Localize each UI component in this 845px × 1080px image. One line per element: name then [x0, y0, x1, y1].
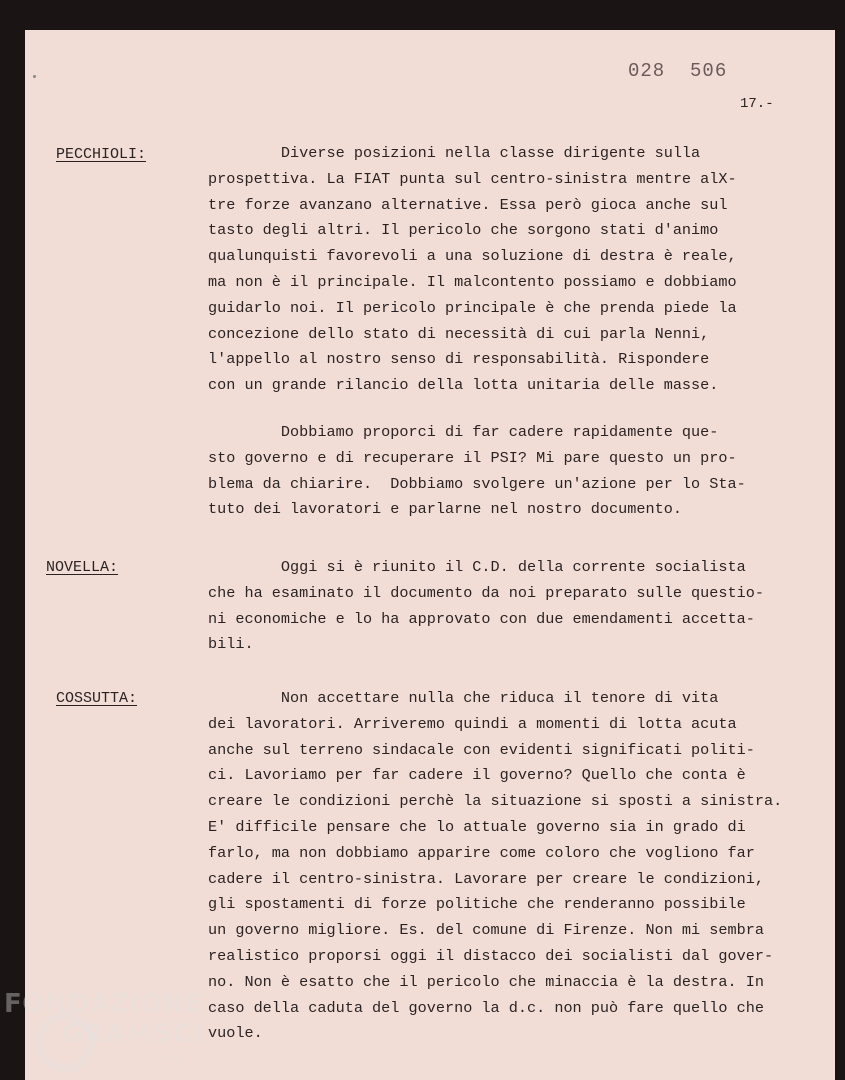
paragraph: [208, 141, 818, 399]
text-line: tuto dei lavoratori e parlarne nel nostro documento.: [208, 500, 682, 519]
text-line: Diverse posizioni nella classe dirigente sulla: [208, 144, 701, 162]
speaker-novella: NOVELLA:: [46, 559, 119, 576]
page-number: 17.-: [740, 96, 774, 112]
text-line: concezione dello stato di necessità di cui parla Nenni,: [208, 324, 710, 343]
text-line: realistico proporsi oggi il distacco dei socialisti dal gover-: [208, 946, 774, 965]
text-line: cadere il centro-sinistra. Lavorare per creare le condizioni,: [208, 869, 764, 888]
text-line: blema da chiarire. Dobbiamo svolgere un'azione per lo Sta-: [208, 474, 746, 493]
text-line: creare le condizioni perchè la situazione si sposti a sinistra.: [208, 792, 783, 811]
text-line: ma non è il principale. Il malcontento possiamo e dobbiamo: [208, 272, 737, 291]
text-line: dei lavoratori. Arriveremo quindi a momenti di lotta acuta: [208, 714, 737, 733]
speaker-pecchioli: PECCHIOLI:: [56, 146, 147, 163]
text-line: bili.: [208, 635, 254, 654]
archive-reference-number: 028 506: [628, 60, 728, 82]
text-line: caso della caduta del governo la d.c. non può fare quello che: [208, 998, 764, 1017]
text-line: l'appello al nostro senso di responsabilità. Rispondere: [208, 350, 710, 369]
text-line: farlo, ma non dobbiamo apparire come coloro che vogliono far: [208, 843, 755, 862]
paragraph: [208, 420, 818, 523]
text-line: qualunquisti favorevoli a una soluzione di destra è reale,: [208, 247, 737, 266]
text-line: prospettiva. La FIAT punta sul centro-sinistra mentre alX-: [208, 169, 737, 188]
text-line: Non accettare nulla che riduca il tenore di vita: [208, 689, 719, 707]
text-line: tasto degli altri. Il pericolo che sorgono stati d'animo: [208, 221, 719, 240]
text-line: Dobbiamo proporci di far cadere rapidamente que-: [208, 423, 719, 441]
paper-speck: [33, 75, 36, 78]
text-line: che ha esaminato il documento da noi preparato sulle questio-: [208, 583, 764, 602]
watermark-line-3: onlus: [160, 1053, 182, 1062]
paragraph: [208, 686, 818, 1047]
text-line: Oggi si è riunito il C.D. della corrente socialista: [208, 558, 746, 576]
text-line: E' difficile pensare che lo attuale governo sia in grado di: [208, 817, 746, 836]
text-line: con un grande rilancio della lotta unitaria delle masse.: [208, 376, 719, 395]
text-line: ci. Lavoriamo per far cadere il governo? Quello che conta è: [208, 766, 746, 785]
text-line: tre forze avanzano alternative. Essa però gioca anche sul: [208, 195, 728, 214]
text-line: no. Non è esatto che il pericolo che minaccia è la destra. In: [208, 972, 764, 991]
text-line: gli spostamenti di forze politiche che renderanno possibile: [208, 895, 746, 914]
text-line: anche sul terreno sindacale con evidenti significati politi-: [208, 740, 755, 759]
paragraph: [208, 555, 818, 658]
text-line: ni economiche e lo ha approvato con due emendamenti accetta-: [208, 609, 755, 628]
watermark-line-2: GRAMSCI: [62, 1019, 204, 1049]
text-line: guidarlo noi. Il pericolo principale è che prenda piede la: [208, 298, 737, 317]
text-line: vuole.: [208, 1024, 263, 1043]
text-line: un governo migliore. Es. del comune di Firenze. Non mi sembra: [208, 921, 764, 940]
speaker-cossutta: COSSUTTA:: [56, 690, 138, 707]
text-line: sto governo e di recuperare il PSI? Mi pare questo un pro-: [208, 448, 737, 467]
fondazione-gramsci-watermark: [0, 985, 215, 1080]
watermark-line-1: FONDAZIONE: [4, 989, 203, 1019]
